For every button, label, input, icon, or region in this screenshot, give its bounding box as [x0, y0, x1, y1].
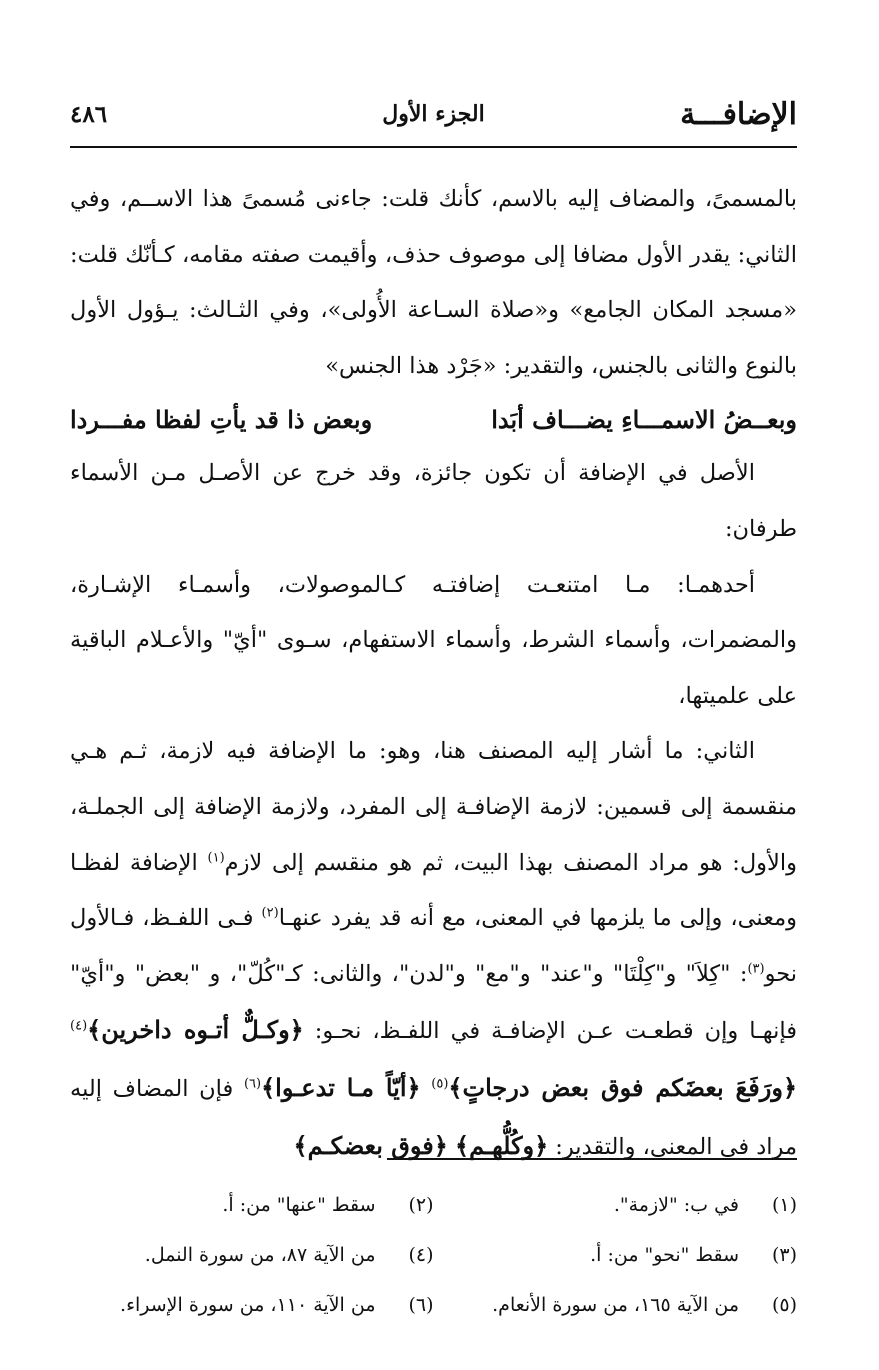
footnote-number: (١) [771, 1194, 797, 1216]
paragraph [70, 558, 797, 725]
verse-second-hemistich: وبعض ذا قد يأتِ لفظا مفـــردا [70, 405, 373, 435]
paragraph-text: الثاني: ما أشار إليه المصنف هنا، وهو: ما الإضافة فيه لازمة، ثـم هـي منقسمة إلى قسمين: لازمة الإضافـة إلى المفرد، ولازمة الإضافة إلى الجملـة، والأول: هو مراد المصنف بهذا البيت، ثم هو منقسم إلى لازم [70, 738, 797, 876]
paragraph [70, 724, 797, 1175]
footnote-row [70, 1280, 797, 1330]
paragraph-text: فـى اللفـظ، فـالأول نحو [70, 905, 797, 987]
paragraph [70, 446, 797, 557]
quran-quote: ﴿فوق بعضكـم﴾ [293, 1130, 448, 1160]
page-number: ٤٨٦ [70, 100, 108, 128]
footnote-number: (٢) [408, 1194, 434, 1216]
footnote-ref: (٥) [431, 1076, 449, 1092]
footnote-row [70, 1230, 797, 1280]
volume-label: الجزء الأول [382, 101, 485, 127]
footnote-text: من الآية ١٦٥، من سورة الأنعام. [492, 1294, 739, 1316]
page-header [70, 82, 797, 148]
chapter-title: الإضافـــة [680, 96, 797, 132]
quran-quote: ﴿وكُلُّهـم﴾ [455, 1130, 549, 1160]
footnote-text: في ب: "لازمة". [613, 1194, 739, 1216]
footnote [70, 1230, 434, 1280]
footnote-text: سقط "نحو" من: أ. [590, 1244, 739, 1266]
footnote-divider [387, 1158, 797, 1160]
page-body [70, 172, 797, 1175]
footnote-text: سقط "عنها" من: أ. [222, 1194, 376, 1216]
footnote [70, 1280, 434, 1330]
quran-quote: ﴿أيّاً مـا تدعـوا﴾ [261, 1072, 421, 1102]
paragraph-text: : "كِلاَ" و"كِلْتَا" و"عند" و"مع" و"لدن"، والثانى: كـ"كُلّ"، و "بعض" و"أيّ" فإنهـا وإن قطعـت عـن الإضافـة في اللفـظ، نحـو: [70, 960, 797, 1045]
footnote-ref: (٦) [243, 1076, 262, 1092]
paragraph-text: الأصل في الإضافة أن تكون جائزة، وقد خرج عن الأصـل مـن الأسماء طرفان: [70, 460, 797, 542]
poetry-verse [70, 394, 797, 446]
footnotes [70, 1180, 797, 1330]
footnote [434, 1280, 798, 1330]
footnote-number: (٤) [408, 1244, 434, 1266]
footnote-row [70, 1180, 797, 1230]
paragraph-text: الإضافة لفظـا ومعنى، وإلى ما يلزمها في المعنى، مع أنه قد يفرد عنهـا [70, 849, 797, 932]
footnote [434, 1180, 798, 1230]
paragraph-text: فإن المضاف إليه مراد فى المعنى، والتقدير: [70, 1075, 797, 1160]
paragraph-text: بالمسمىً، والمضاف إليه بالاسم، كأنك قلت: جاءنى مُسمىً هذا الاســم، وفي الثاني: يقدر الأول مضافا إلى موصوف حذف، وأقيمت صفته مقامه، كـأنّك قلت: «مسجد المكان الجامع» و«صلاة السـاعة الأُولى»، وفي الثـالث: يـؤول الأول بالنوع والثانى بالجنس، والتقدير: «جَرْد هذا الجنس» [70, 186, 797, 379]
footnote [70, 1180, 434, 1230]
paragraph-text: أحدهمـا: مـا امتنعـت إضافتـه كـالموصولات، وأسمـاء الإشـارة، والمضمرات، وأسماء الشرط، وأسماء الاستفهام، سـوى "أيّ" والأعـلام الباقية على علميتها، [70, 571, 797, 709]
paragraph [70, 172, 797, 394]
footnote [434, 1230, 798, 1280]
footnote-text: من الآية ١١٠، من سورة الإسراء. [120, 1294, 376, 1316]
footnote-text: من الآية ٨٧، من سورة النمل. [144, 1244, 376, 1266]
footnote-number: (٦) [408, 1294, 434, 1316]
footnote-ref: (٤) [70, 1018, 88, 1034]
footnote-number: (٣) [771, 1244, 797, 1266]
quran-quote: ﴿ورَفَعَ بعضَكم فوق بعض درجاتٍ﴾ [448, 1072, 798, 1102]
footnote-ref: (١) [207, 850, 225, 866]
verse-first-hemistich: وبعــضُ الاسمـــاءِ يضـــاف أبَدا [491, 405, 797, 435]
footnote-ref: (٣) [747, 961, 765, 977]
quran-quote: ﴿وكـلٌّ أتـوه داخرين﴾ [87, 1015, 304, 1045]
footnote-number: (٥) [771, 1294, 797, 1316]
footnote-ref: (٢) [261, 905, 279, 921]
